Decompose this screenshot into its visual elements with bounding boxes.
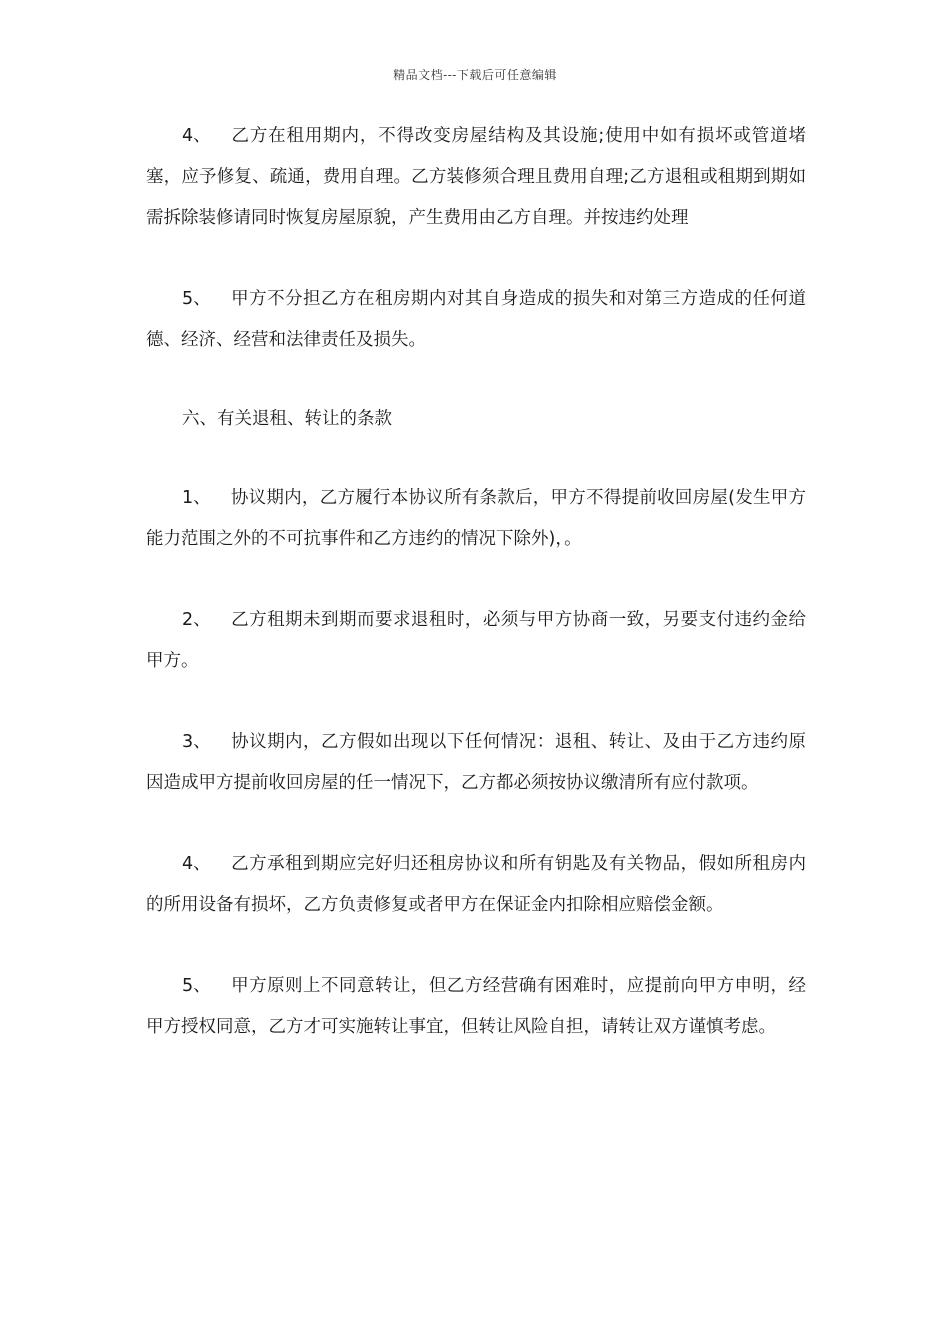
clause-text: 甲方原则上不同意转让，但乙方经营确有困难时，应提前向甲方申明，经甲方授权同意，乙方才可实施转让事宜，但转让风险自担，请转让双方谨慎考虑。 <box>146 976 806 1037</box>
section-clause-5 <box>146 966 806 1048</box>
clause-number: 3、 <box>182 732 211 752</box>
clause-number: 2、 <box>182 610 211 630</box>
clause-number: 5、 <box>182 289 211 309</box>
clause-text: 协议期内，乙方假如出现以下任何情况：退租、转让、及由于乙方违约原因造成甲方提前收回房屋的任一情况下，乙方都必须按协议缴清所有应付款项。 <box>146 732 806 793</box>
clause-number: 4、 <box>182 126 211 146</box>
section-clause-1 <box>146 478 806 560</box>
section-clause-2 <box>146 600 806 682</box>
clause-5 <box>146 279 806 361</box>
page-header: 精品文档---下载后可任意编辑 <box>393 68 557 82</box>
clause-number: 4、 <box>182 854 211 874</box>
clause-text: 乙方承租到期应完好归还租房协议和所有钥匙及有关物品，假如所租房内的所用设备有损坏，乙方负责修复或者甲方在保证金内扣除相应赔偿金额。 <box>146 854 806 915</box>
section-clause-4 <box>146 844 806 926</box>
clause-text: 乙方在租用期内，不得改变房屋结构及其设施;使用中如有损坏或管道堵塞，应予修复、疏通，费用自理。乙方装修须合理且费用自理;乙方退租或租期到期如需拆除装修请同时恢复房屋原貌，产生费用由乙方自理。并按违约处理 <box>146 126 806 228</box>
section-clause-3 <box>146 722 806 804</box>
clause-text: 甲方不分担乙方在租房期内对其自身造成的损失和对第三方造成的任何道德、经济、经营和法律责任及损失。 <box>146 289 806 350</box>
clause-4 <box>146 116 806 239</box>
clause-text: 协议期内，乙方履行本协议所有条款后，甲方不得提前收回房屋(发生甲方能力范围之外的不可抗事件和乙方违约的情况下除外)，。 <box>146 488 806 549</box>
clause-number: 1、 <box>182 488 211 508</box>
clause-text: 乙方租期未到期而要求退租时，必须与甲方协商一致，另要支付违约金给甲方。 <box>146 610 806 671</box>
document-body <box>146 116 806 1048</box>
section-heading: 六、有关退租、转让的条款 <box>182 409 392 429</box>
clause-number: 5、 <box>182 976 211 996</box>
